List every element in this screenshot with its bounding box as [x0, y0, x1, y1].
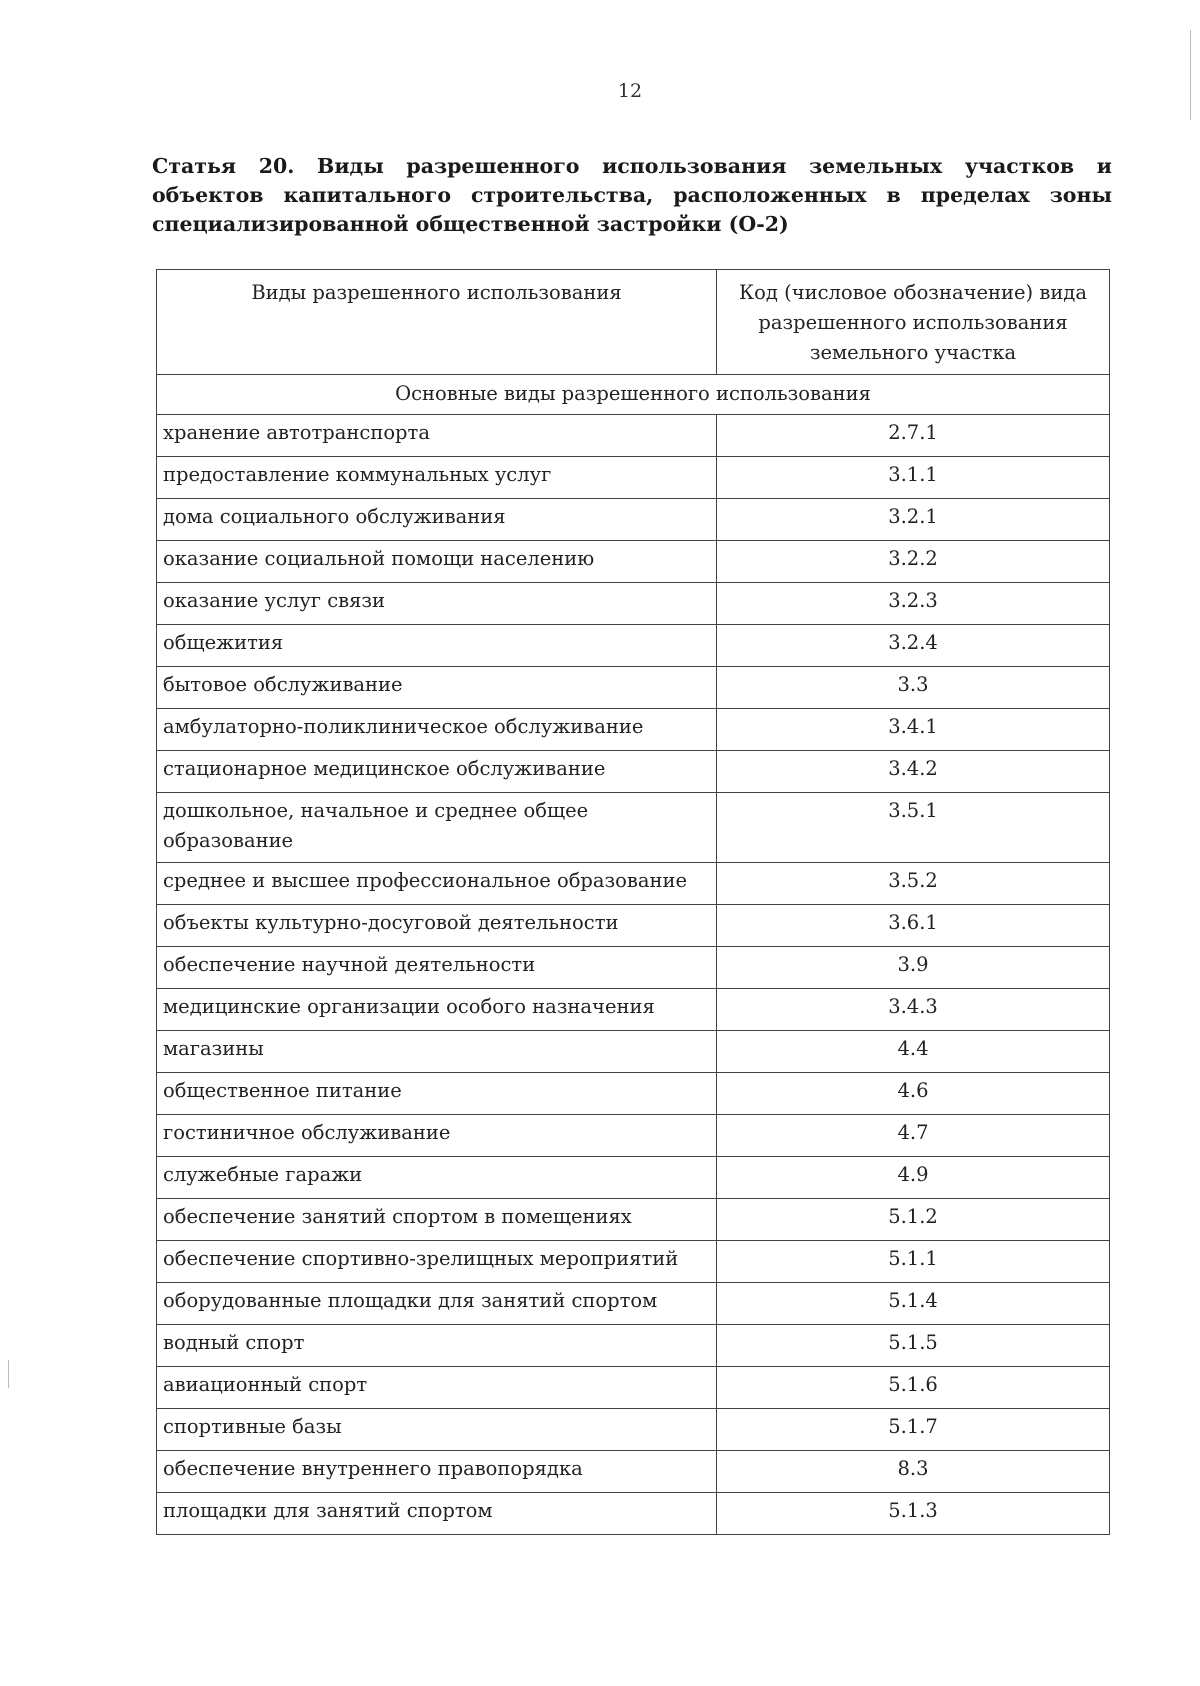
table-row: [157, 457, 1110, 499]
table-row: [157, 947, 1110, 989]
use-name-cell: оборудованные площадки для занятий спортом: [157, 1283, 717, 1325]
use-name-cell: обеспечение занятий спортом в помещениях: [157, 1199, 717, 1241]
use-code-cell: 3.2.1: [717, 499, 1110, 541]
use-name-cell: общественное питание: [157, 1073, 717, 1115]
use-name-cell: спортивные базы: [157, 1409, 717, 1451]
table-row: [157, 499, 1110, 541]
land-use-table-body: [157, 270, 1110, 1535]
section-row: [157, 375, 1110, 415]
use-name-cell: предоставление коммунальных услуг: [157, 457, 717, 499]
use-name-cell: стационарное медицинское обслуживание: [157, 751, 717, 793]
use-code-cell: 5.1.3: [717, 1493, 1110, 1535]
use-name-cell: служебные гаражи: [157, 1157, 717, 1199]
article-title-line-3: специализированной общественной застройки (О-2): [152, 212, 789, 236]
use-code-cell: 4.7: [717, 1115, 1110, 1157]
left-margin-mark: [8, 1360, 9, 1388]
use-name-cell: обеспечение научной деятельности: [157, 947, 717, 989]
use-name-cell: среднее и высшее профессиональное образование: [157, 863, 717, 905]
table-row: [157, 1199, 1110, 1241]
table-row: [157, 1241, 1110, 1283]
header-use-code: Код (числовое обозначение) вида разрешенного использования земельного участка: [717, 270, 1110, 375]
use-code-cell: 3.2.4: [717, 625, 1110, 667]
use-code-cell: 3.4.1: [717, 709, 1110, 751]
table-row: [157, 1073, 1110, 1115]
use-code-cell: 4.4: [717, 1031, 1110, 1073]
use-name-cell: гостиничное обслуживание: [157, 1115, 717, 1157]
use-name-cell: водный спорт: [157, 1325, 717, 1367]
article-title: [152, 152, 1112, 239]
table-row: [157, 751, 1110, 793]
table-row: [157, 1367, 1110, 1409]
table-row: [157, 541, 1110, 583]
section-title: Основные виды разрешенного использования: [157, 375, 1110, 415]
use-code-cell: 3.9: [717, 947, 1110, 989]
use-name-cell: магазины: [157, 1031, 717, 1073]
use-code-cell: 3.1.1: [717, 457, 1110, 499]
table-row: [157, 1115, 1110, 1157]
table-row: [157, 905, 1110, 947]
use-code-cell: 3.4.3: [717, 989, 1110, 1031]
table-row: [157, 863, 1110, 905]
use-code-cell: 5.1.6: [717, 1367, 1110, 1409]
article-title-line-1: Статья 20. Виды разрешенного использования земельных участков и: [152, 154, 1112, 178]
table-row: [157, 1451, 1110, 1493]
use-name-cell: обеспечение спортивно-зрелищных мероприятий: [157, 1241, 717, 1283]
use-code-cell: 2.7.1: [717, 415, 1110, 457]
use-name-cell: дошкольное, начальное и среднее общее образование: [157, 793, 717, 863]
use-name-cell: общежития: [157, 625, 717, 667]
use-code-cell: 3.5.1: [717, 793, 1110, 863]
use-code-cell: 3.2.2: [717, 541, 1110, 583]
table-row: [157, 1157, 1110, 1199]
table-row: [157, 1283, 1110, 1325]
use-name-cell: дома социального обслуживания: [157, 499, 717, 541]
use-name-cell: оказание социальной помощи населению: [157, 541, 717, 583]
use-code-cell: 5.1.5: [717, 1325, 1110, 1367]
table-row: [157, 1493, 1110, 1535]
use-code-cell: 3.2.3: [717, 583, 1110, 625]
land-use-table: [156, 269, 1110, 1535]
use-code-cell: 3.4.2: [717, 751, 1110, 793]
use-code-cell: 5.1.1: [717, 1241, 1110, 1283]
page-number: 12: [617, 80, 643, 102]
table-row: [157, 667, 1110, 709]
use-name-cell: площадки для занятий спортом: [157, 1493, 717, 1535]
use-name-cell: оказание услуг связи: [157, 583, 717, 625]
use-code-cell: 5.1.7: [717, 1409, 1110, 1451]
use-code-cell: 3.6.1: [717, 905, 1110, 947]
use-code-cell: 3.3: [717, 667, 1110, 709]
use-name-cell: объекты культурно-досуговой деятельности: [157, 905, 717, 947]
table-header-row: [157, 270, 1110, 375]
use-code-cell: 4.9: [717, 1157, 1110, 1199]
article-title-line-2: объектов капитального строительства, расположенных в пределах зоны: [152, 183, 1112, 207]
table-row: [157, 625, 1110, 667]
use-code-cell: 3.5.2: [717, 863, 1110, 905]
use-code-cell: 8.3: [717, 1451, 1110, 1493]
use-name-cell: хранение автотранспорта: [157, 415, 717, 457]
table-row: [157, 1409, 1110, 1451]
use-code-cell: 4.6: [717, 1073, 1110, 1115]
right-margin-mark: [1190, 30, 1191, 120]
use-name-cell: бытовое обслуживание: [157, 667, 717, 709]
use-name-cell: медицинские организации особого назначения: [157, 989, 717, 1031]
table-row: [157, 1325, 1110, 1367]
table-row: [157, 1031, 1110, 1073]
table-row: [157, 415, 1110, 457]
use-code-cell: 5.1.4: [717, 1283, 1110, 1325]
table-row: [157, 709, 1110, 751]
use-name-cell: обеспечение внутреннего правопорядка: [157, 1451, 717, 1493]
use-name-cell: амбулаторно-поликлиническое обслуживание: [157, 709, 717, 751]
table-row: [157, 989, 1110, 1031]
header-use-types: Виды разрешенного использования: [157, 270, 717, 375]
table-row: [157, 583, 1110, 625]
table-row: [157, 793, 1110, 863]
use-code-cell: 5.1.2: [717, 1199, 1110, 1241]
use-name-cell: авиационный спорт: [157, 1367, 717, 1409]
